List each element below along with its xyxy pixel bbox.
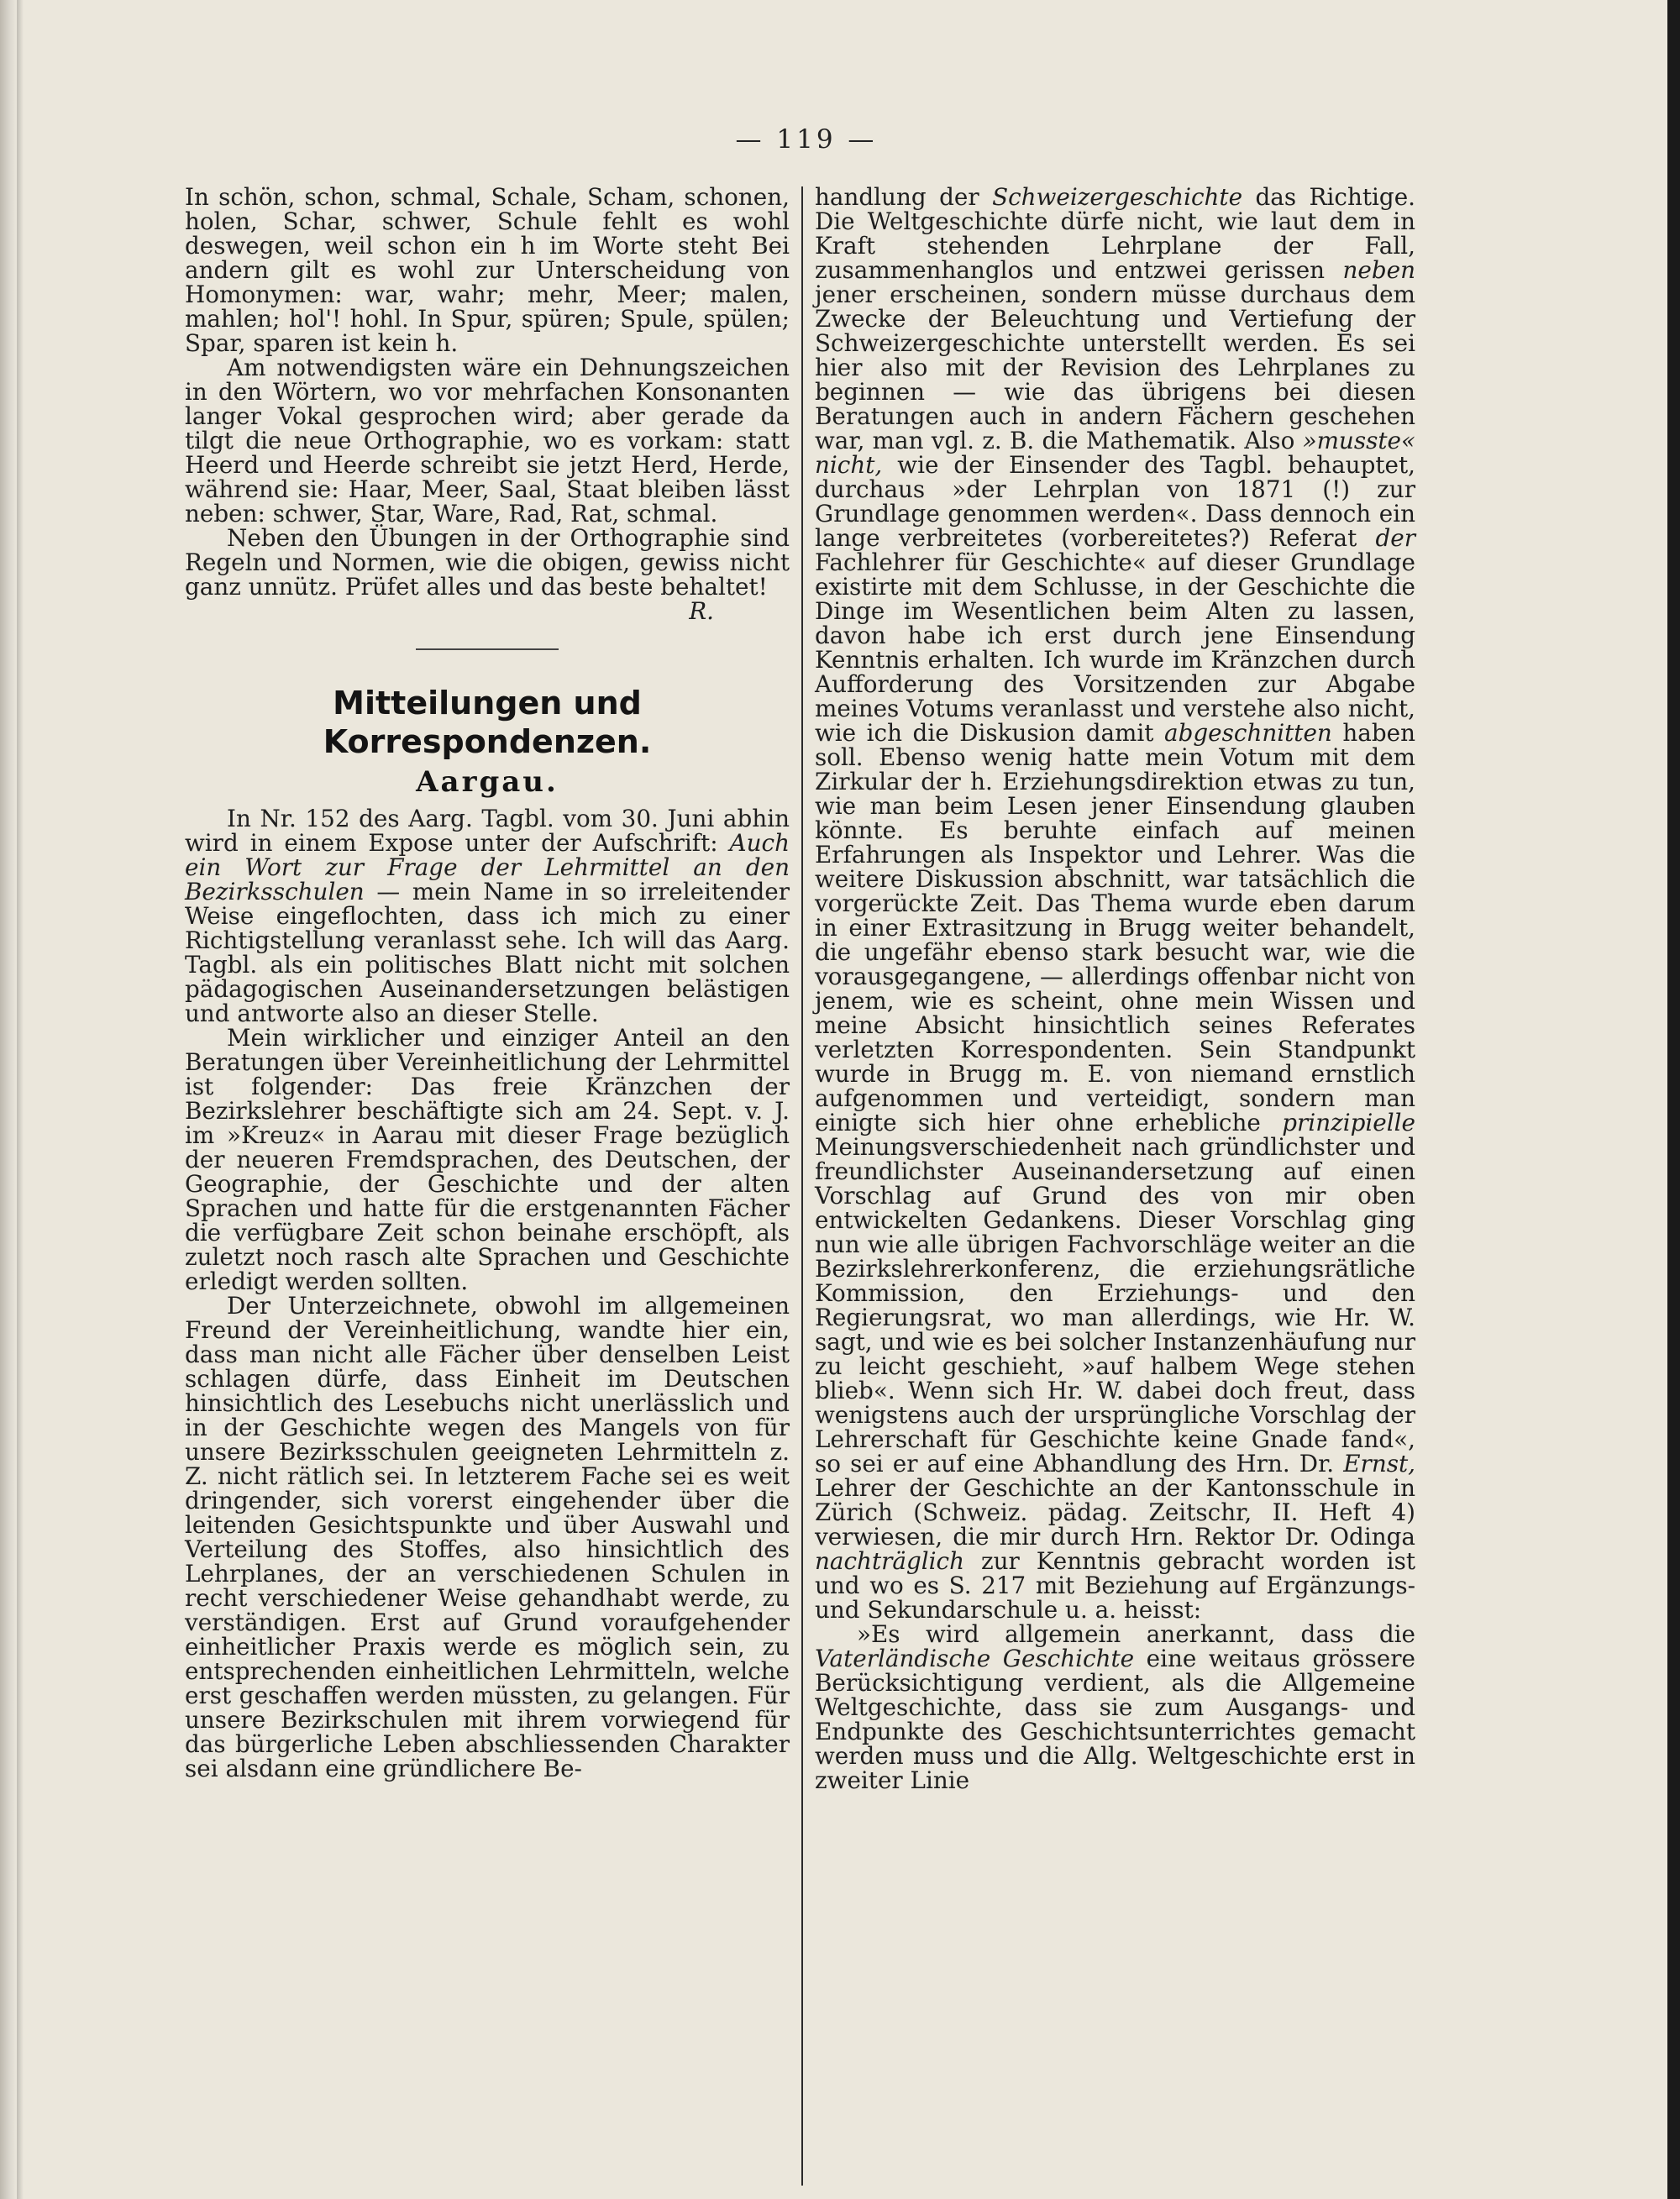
text-run: »Es wird allgemein anerkannt, dass die xyxy=(857,1620,1415,1648)
text-run: In Nr. 152 des Aarg. Tagbl. vom 30. Juni abhin wird in einem Expose unter der Aufschrift: xyxy=(185,805,790,857)
text-run: jener erscheinen, sondern müsse durchaus dem Zwecke der Beleuchtung und Vertiefung der Schweizergeschichte unterstellt werden. Es sei hier also mit der Revision des Lehrplanes zu beginnen — wie das übrigens bei diesen Beratungen auch in andern Fächern geschehen war, man vgl. z. B. die Mathematik. Also xyxy=(815,281,1415,454)
emphasis: abgeschnitten xyxy=(1164,719,1332,747)
text-run: — mein Name in so irreleitender Weise eingeflochten, dass ich mich zu einer Richtigstellung veranlasst sehe. Ich will das Aarg. Tagbl. als ein politisches Blatt nicht mit solchen pädagogischen Auseinandersetzungen belästigen und antworte also an dieser Stelle. xyxy=(185,878,790,1027)
signature: R. xyxy=(689,597,714,625)
paragraph xyxy=(815,1622,1415,1792)
text-run: eine weitaus grössere Berücksichtigung verdient, als die Allgemeine Weltgeschichte, dass sie zum Ausgangs- und Endpunkte des Geschichtsunterrichtes gemacht werden muss und die Allg. Weltgeschichte erst in zweiter Linie xyxy=(815,1645,1415,1794)
binding-shadow xyxy=(17,0,24,2199)
emphasis: Ernst, xyxy=(1343,1450,1415,1477)
text-run: haben soll. Ebenso wenig hatte mein Votum mit dem Zirkular der h. Erziehungsdirektion etwas zu tun, wie man beim Lesen jener Einsendung glauben könnte. Es beruhte einfach auf meinen Erfahrungen als Inspektor und Lehrer. Was die weitere Diskussion abschnitt, war tatsächlich die vorgerückte Zeit. Das Thema wurde eben darum in einer Extrasitzung in Brugg weiter behandelt, die ungefähr ebenso stark besucht war, wie die vorausgegangene, — allerdings offenbar nicht von jenem, wie es scheint, ohne mein Wissen und meine Absicht hinsichtlich seines Referates verletzten Korrespondenten. Sein Standpunkt wurde in Brugg m. E. von niemand ernstlich aufgenommen und verteidigt, sondern man einigte sich hier ohne erhebliche xyxy=(815,719,1415,1136)
paragraph: In schön, schon, schmal, Schale, Scham, schonen, holen, Schar, schwer, Schule fehlt es wohl deswegen, weil schon ein h im Worte steht Bei andern gilt es wohl zur Unterscheidung von Homonymen: war, wahr; mehr, Meer; malen, mahlen; hol'! hohl. In Spur, spüren; Spule, spülen; Spar, sparen ist kein h. xyxy=(185,183,790,357)
text-run: Fachlehrer für Geschichte« auf dieser Grundlage existirte mit dem Schlusse, in der Geschichte die Dinge im Wesentlichen beim Alten zu lassen, davon habe ich erst durch jene Einsendung Kenntnis erhalten. Ich wurde im Kränzchen durch Aufforderung des Vorsitzenden zur Abgabe meines Votums veranlasst und verstehe also nicht, wie ich die Diskusion damit xyxy=(815,548,1415,747)
paragraph: Mein wirklicher und einziger Anteil an den Beratungen über Vereinheitlichung der Lehrmittel ist folgender: Das freie Kränzchen der Bezirkslehrer beschäftigte sich am 24. Sept. v. J. im »Kreuz« in Aarau mit dieser Frage bezüglich der neueren Fremdsprachen, des Deutschen, der Geographie, der Geschichte und der alten Sprachen und hatte für die erstgenannten Fächer die verfügbare Zeit schon beinahe erschöpft, als zuletzt noch rasch alte Sprachen und Geschichte erledigt werden sollten. xyxy=(185,1024,790,1295)
right-column xyxy=(815,185,1415,1792)
text-run: wie der Einsender des Tagbl. behauptet, durchaus »der Lehrplan von 1871 (!) zur Grundlage genommen werden«. Dass dennoch ein lange verbreitetes (vorbereitetes?) Referat xyxy=(815,451,1415,552)
text-run: zur Kenntnis gebracht worden ist und wo es S. 217 mit Beziehung auf Ergänzungs- und Sekundarschule u. a. heisst: xyxy=(815,1547,1415,1624)
column-divider xyxy=(801,186,803,2186)
text-run: Meinungsverschiedenheit nach gründlichster und freundlichster Auseinandersetzung auf einen Vorschlag auf Grund des von mir oben entwickelten Gedankens. Dieser Vorschlag ging nun wie alle übrigen Fachvorschläge weiter an die Bezirkslehrerkonferenz, die erziehungsrätliche Kommission, den Erziehungs- und den Regierungsrat, wo man allerdings, wie Hr. W. sagt, und wie es bei solcher Instanzenhäufung nur zu leicht geschieht, »auf halbem Wege stehen blieb«. Wenn sich Hr. W. dabei doch freut, dass wenigstens auch der ursprüngliche Vorschlag der Lehrerschaft für Geschichte keine Gnade fand«, so sei er auf eine Abhandlung des Hrn. Dr. xyxy=(815,1133,1415,1477)
paragraph: Der Unterzeichnete, obwohl im allgemeinen Freund der Vereinheitlichung, wandte hier ein, dass man nicht alle Fächer über denselben Leist schlagen dürfe, dass Einheit im Deutschen hinsichtlich des Lesebuchs nicht unerlässlich und in der Geschichte wegen des Mangels von für unsere Bezirksschulen geeigneten Lehrmitteln z. Z. nicht rätlich sei. In letzterem Fache sei es weit dringender, sich vorerst eingehender über die leitenden Gesichtspunkte und über Auswahl und Verteilung des Stoffes, also hinsichtlich des Lehrplanes, der an verschiedenen Schulen in recht verschiedener Weise gehandhabt werde, zu verständigen. Erst auf Grund voraufgehender einheitlicher Praxis werde es möglich sein, zu entsprechenden einheitlichen Lehrmitteln, welche erst geschaffen werden müssten, zu gelangen. Für unsere Bezirkschulen mit ihrem vorwiegend für das bürgerliche Leben abschliessenden Charakter sei alsdann eine gründlichere Be- xyxy=(185,1292,790,1782)
quoted-title: Auch ein Wort zur Frage der Lehrmittel an den Bezirksschulen xyxy=(185,829,790,905)
emphasis: Vaterländische Geschichte xyxy=(815,1645,1135,1672)
section-divider xyxy=(416,648,559,650)
text-run: handlung der xyxy=(815,183,993,211)
left-column xyxy=(185,185,790,1781)
paragraph xyxy=(185,806,790,1026)
page-number: — 119 — xyxy=(735,124,878,155)
paragraph xyxy=(815,185,1415,1622)
section-subheading: Aargau. xyxy=(416,765,559,799)
paragraph: Neben den Übungen in der Orthographie sind Regeln und Normen, wie die obigen, gewiss nicht ganz unnütz. Prüfet alles und das beste behaltet! xyxy=(185,524,790,601)
emphasis: nachträglich xyxy=(815,1547,965,1575)
text-run: das Richtige. Die Weltgeschichte dürfe nicht, wie laut dem in Kraft stehenden Lehrplane der Fall, zusammenhanglos und entzwei gerissen xyxy=(815,183,1415,284)
emphasis: neben xyxy=(1342,256,1415,284)
emphasis: der xyxy=(1375,524,1415,552)
paragraph: Am notwendigsten wäre ein Dehnungszeichen in den Wörtern, wo vor mehrfachen Konsonanten langer Vokal gesprochen wird; aber gerade da tilgt die neue Orthographie, wo es vorkam: statt Heerd und Heerde schreibt sie jetzt Herd, Herde, während sie: Haar, Meer, Saal, Staat bleiben lässt neben: schwer, Star, Ware, Rad, Rat, schmal. xyxy=(185,354,790,527)
emphasis: »musste« nicht, xyxy=(815,427,1415,479)
section-heading: Mitteilungen und Korrespondenzen. xyxy=(323,685,652,760)
previous-page-edge xyxy=(0,0,17,2199)
text-run: Lehrer der Geschichte an der Kantonsschule in Zürich (Schweiz. pädag. Zeitschr, II. Heft 4) verwiesen, die mir durch Hrn. Rektor Dr. Odinga xyxy=(815,1474,1415,1551)
emphasis: Schweizergeschichte xyxy=(992,183,1243,211)
emphasis: prinzipielle xyxy=(1282,1109,1415,1136)
